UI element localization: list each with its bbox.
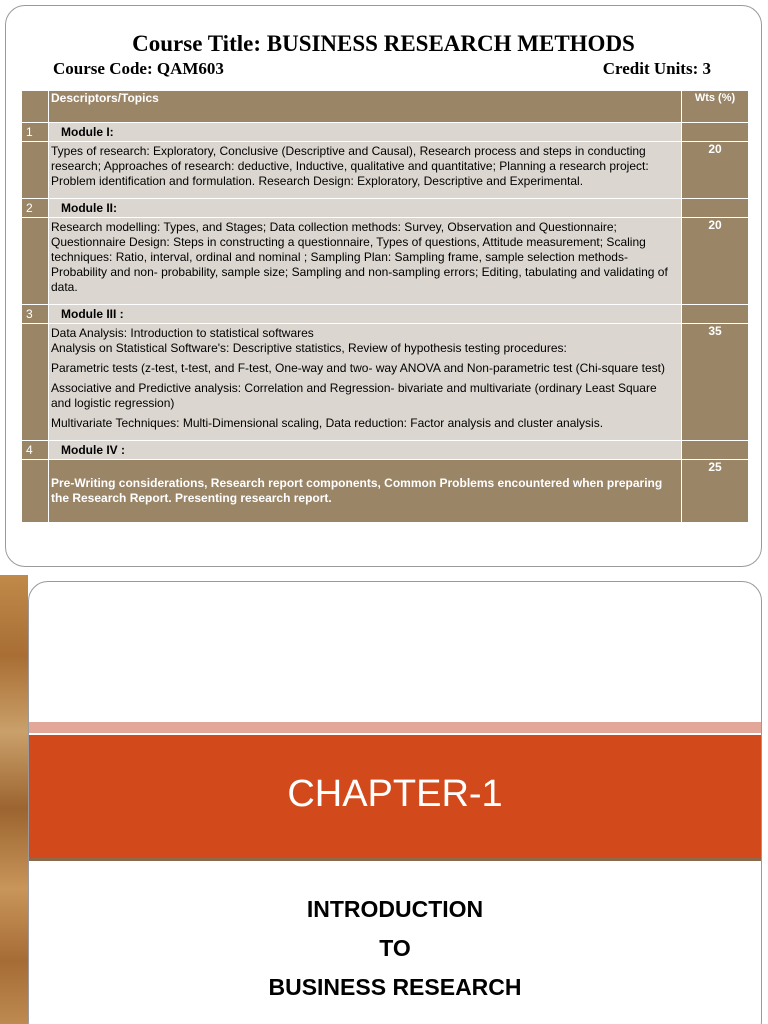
module-row	[22, 123, 749, 142]
module-weight: 20	[682, 218, 749, 305]
module-weight-blank	[682, 305, 749, 324]
module-weight-blank	[682, 199, 749, 218]
module-description	[49, 142, 682, 199]
module-description-row	[22, 142, 749, 199]
credit-units: Credit Units: 3	[602, 59, 711, 78]
header-number-cell	[22, 91, 49, 123]
module-description: Pre-Writing considerations, Research report components, Common Problems encountered when preparing the Research Report. Presenting research report.	[49, 460, 682, 523]
syllabus-table	[21, 90, 749, 523]
module-title: Module III :	[49, 305, 682, 324]
description-text: Data Analysis: Introduction to statistical softwares	[51, 326, 314, 340]
module-description-row	[22, 324, 749, 441]
chapter-slide	[0, 575, 768, 1024]
module-number: 1	[22, 123, 49, 142]
chapter-band	[29, 735, 761, 861]
blank-cell	[22, 324, 49, 441]
module-weight: 25	[682, 460, 749, 523]
module-row	[22, 305, 749, 324]
table-header-row	[22, 91, 749, 123]
module-row	[22, 199, 749, 218]
blank-cell	[22, 142, 49, 199]
blank-cell	[22, 460, 49, 523]
module-title: Module II:	[49, 199, 682, 218]
course-slide	[5, 5, 762, 567]
module-row	[22, 441, 749, 460]
description-text: Multivariate Techniques: Multi-Dimensional scaling, Data reduction: Factor analysis and cluster analysis.	[51, 416, 604, 430]
module-description	[49, 324, 682, 441]
subtitle-line: INTRODUCTION	[306, 896, 484, 922]
description-text: Types of research: Exploratory, Conclusive (Descriptive and Causal), Research process and steps in conducting research; Approaches of research: deductive, Inductive, qualitative and quantitative; Planning a research project: Problem identification and formulation. Research Design: Exploratory, Descriptive and Experimental.	[51, 144, 649, 188]
subtitle-line: BUSINESS RESEARCH	[268, 974, 522, 1000]
chapter-heading: CHAPTER-1	[287, 773, 503, 815]
description-text: Associative and Predictive analysis: Correlation and Regression- bivariate and multivariate (ordinary Least Square and logistic regression)	[51, 381, 657, 410]
header-topics: Descriptors/Topics	[49, 91, 682, 123]
module-weight: 20	[682, 142, 749, 199]
module-weight: 35	[682, 324, 749, 441]
module-weight-blank	[682, 123, 749, 142]
module-title: Module I:	[49, 123, 682, 142]
parchment-texture	[0, 575, 28, 1024]
module-number: 3	[22, 305, 49, 324]
header-weights: Wts (%)	[682, 91, 749, 123]
course-title: Course Title: BUSINESS RESEARCH METHODS	[132, 31, 635, 56]
blank-cell	[22, 218, 49, 305]
slide-panel	[28, 581, 762, 1024]
module-description-row	[22, 460, 749, 523]
subtitle-line: TO	[379, 935, 411, 961]
description-text: Research modelling: Types, and Stages; Data collection methods: Survey, Observation and Questionnaire; Questionnaire Design: Steps in constructing a questionnaire, Types of questions, Attitude measurement; Scaling techniques: Ratio, interval, ordinal and nominal ; Sampling Plan: Sampling frame, sample selection methods- Probability and non- probability, sample size; Sampling and non-sampling errors; Editing, tabulating and validating of data.	[51, 220, 668, 294]
chapter-subtitle	[29, 890, 761, 1007]
course-code: Course Code: QAM603	[53, 59, 224, 78]
module-description	[49, 218, 682, 305]
module-description-row	[22, 218, 749, 305]
module-number: 2	[22, 199, 49, 218]
module-title: Module IV :	[49, 441, 682, 460]
description-text: Parametric tests (z-test, t-test, and F-test, One-way and two- way ANOVA and Non-parametric test (Chi-square test)	[51, 361, 665, 375]
module-number: 4	[22, 441, 49, 460]
module-weight-blank	[682, 441, 749, 460]
accent-stripe	[29, 722, 761, 733]
description-text: Analysis on Statistical Software's: Descriptive statistics, Review of hypothesis testing procedures:	[51, 341, 567, 355]
